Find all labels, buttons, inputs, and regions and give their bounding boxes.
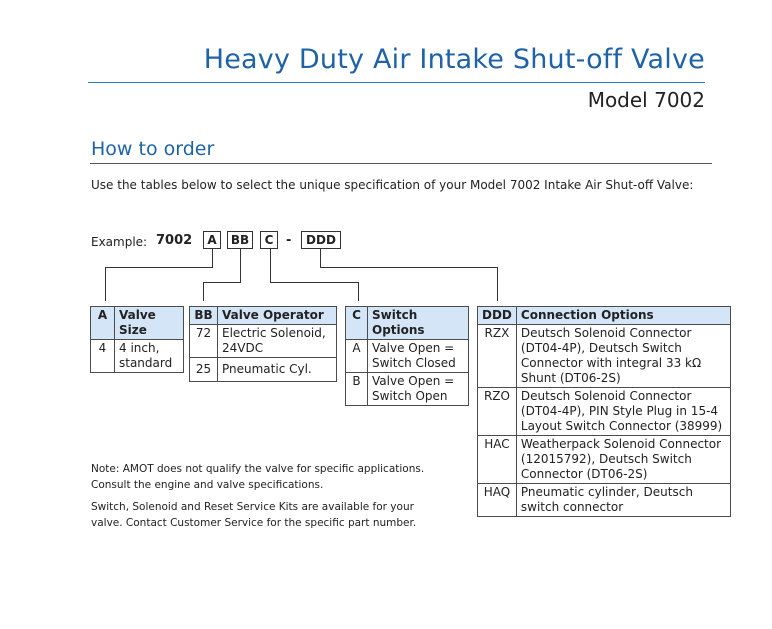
option-code: RZO: [478, 388, 517, 436]
column-header-code: A: [91, 307, 115, 340]
table-header-row: [346, 307, 469, 340]
valve-operator-table: [189, 306, 337, 382]
column-header-code: BB: [190, 307, 218, 325]
option-description: Weatherpack Solenoid Connector (12015792), Deutsch Switch Connector (DT06-2S): [516, 436, 730, 484]
table-header-row: [478, 307, 731, 325]
code-box-c: C: [260, 231, 278, 249]
option-code: HAQ: [478, 484, 517, 517]
option-code: 72: [190, 325, 218, 358]
option-code: B: [346, 373, 368, 406]
valve-size-table: [90, 306, 184, 373]
option-description: 4 inch, standard: [115, 340, 184, 373]
column-header-switch-options: Switch Options: [368, 307, 469, 340]
option-description: Pneumatic Cyl.: [218, 358, 337, 382]
title-divider: [88, 82, 705, 83]
option-description: Deutsch Solenoid Connector (DT04-4P), PIN Style Plug in 15-4 Layout Switch Connector (38999): [516, 388, 730, 436]
table-row: [190, 358, 337, 382]
table-row: [478, 484, 731, 517]
option-code: 25: [190, 358, 218, 382]
section-heading: How to order: [91, 138, 215, 160]
qualification-note: Note: AMOT does not qualify the valve for specific applications. Consult the engine and valve specifications.: [91, 463, 425, 491]
connection-options-table: [477, 306, 731, 517]
code-box-a: A: [203, 231, 221, 249]
section-divider: [90, 163, 712, 164]
example-model-number: 7002: [156, 233, 193, 248]
table-header-row: [190, 307, 337, 325]
example-label: Example:: [91, 235, 148, 249]
option-description: Deutsch Solenoid Connector (DT04-4P), Deutsch Switch Connector with integral 33 kΩ Shunt (DT06-2S): [516, 325, 730, 388]
code-dash: -: [286, 233, 292, 248]
option-code: 4: [91, 340, 115, 373]
column-header-code: DDD: [478, 307, 517, 325]
column-header-code: C: [346, 307, 368, 340]
model-subtitle: Model 7002: [587, 88, 705, 112]
option-description: Valve Open = Switch Closed: [368, 340, 469, 373]
table-row: [478, 388, 731, 436]
option-code: HAC: [478, 436, 517, 484]
switch-options-table: [345, 306, 469, 406]
table-row: [478, 325, 731, 388]
page-title: Heavy Duty Air Intake Shut-off Valve: [203, 44, 705, 75]
table-row: [190, 325, 337, 358]
intro-text: Use the tables below to select the unique specification of your Model 7002 Intake Air Shut-off Valve:: [91, 178, 694, 192]
column-header-connection-options: Connection Options: [516, 307, 730, 325]
option-description: Valve Open = Switch Open: [368, 373, 469, 406]
table-row: [478, 436, 731, 484]
column-header-valve-operator: Valve Operator: [218, 307, 337, 325]
option-description: Pneumatic cylinder, Deutsch switch connector: [516, 484, 730, 517]
code-box-bb: BB: [227, 231, 253, 249]
table-header-row: [91, 307, 184, 340]
option-code: A: [346, 340, 368, 373]
column-header-valve-size: Valve Size: [115, 307, 184, 340]
option-code: RZX: [478, 325, 517, 388]
table-row: [346, 340, 469, 373]
service-kits-note: Switch, Solenoid and Reset Service Kits are available for your valve. Contact Customer Service for the specific part number.: [91, 501, 417, 529]
option-description: Electric Solenoid, 24VDC: [218, 325, 337, 358]
table-row: [346, 373, 469, 406]
code-box-ddd: DDD: [301, 231, 341, 249]
table-row: [91, 340, 184, 373]
